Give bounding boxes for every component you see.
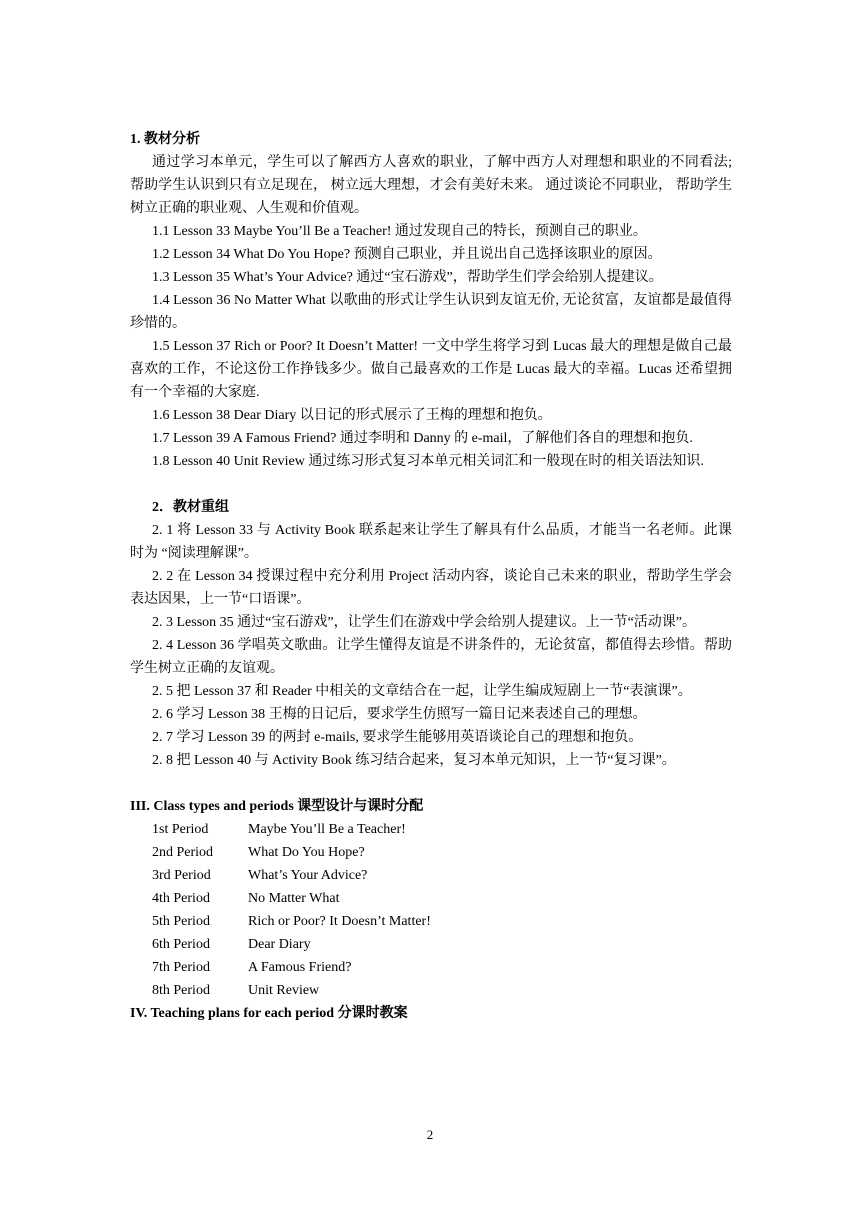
section2-item: 2. 3 Lesson 35 通过“宝石游戏”，让学生们在游戏中学会给别人提建议。上一节“活动课”。 — [152, 615, 697, 630]
period-title: Rich or Poor? It Doesn’t Matter! — [248, 914, 431, 929]
page-number: 2 — [426, 1127, 434, 1142]
section1-item: 1.3 Lesson 35 What’s Your Advice? 通过“宝石游戏”，帮助学生们学会给别人提建议。 — [152, 270, 663, 285]
section1-item: 1.5 Lesson 37 Rich or Poor? It Doesn’t Matter! 一文中学生将学习到 Lucas 最大的理想是做自己最喜欢的工作，不论这份工作挣钱多少。做自己最喜欢的工作是 Lucas 最大的幸福。Lucas 还希望拥有一个幸福的大家庭. — [130, 339, 732, 400]
period-row — [130, 933, 732, 956]
section2-item: 2. 5 把 Lesson 37 和 Reader 中相关的文章结合在一起，让学生编成短剧上一节“表演课”。 — [152, 684, 692, 699]
section4-heading: IV. Teaching plans for each period 分课时教案 — [130, 1006, 408, 1021]
period-row — [130, 910, 732, 933]
period-number: 4th Period — [152, 891, 210, 906]
section1-item: 1.8 Lesson 40 Unit Review 通过练习形式复习本单元相关词汇和一般现在时的相关语法知识. — [152, 454, 704, 469]
period-number: 8th Period — [152, 983, 210, 998]
period-row — [130, 979, 732, 1002]
period-title: Maybe You’ll Be a Teacher! — [248, 822, 406, 837]
period-number: 5th Period — [152, 914, 210, 929]
section2-item: 2. 1 将 Lesson 33 与 Activity Book 联系起来让学生了解具有什么品质，才能当一名老师。此课时为 “阅读理解课”。 — [130, 523, 732, 561]
period-number: 6th Period — [152, 937, 210, 952]
section1-item: 1.1 Lesson 33 Maybe You’ll Be a Teacher! 通过发现自己的特长，预测自己的职业。 — [152, 224, 647, 239]
section2-item: 2. 7 学习 Lesson 39 的两封 e-mails, 要求学生能够用英语谈论自己的理想和抱负。 — [152, 730, 643, 745]
section2-item: 2. 2 在 Lesson 34 授课过程中充分利用 Project 活动内容，谈论自己未来的职业，帮助学生学会表达因果，上一节“口语课”。 — [130, 569, 732, 607]
period-number: 2nd Period — [152, 845, 214, 860]
period-title: Dear Diary — [248, 937, 311, 952]
period-number: 7th Period — [152, 960, 210, 975]
period-title: No Matter What — [248, 891, 340, 906]
period-title: A Famous Friend? — [248, 960, 352, 975]
section1-item: 1.7 Lesson 39 A Famous Friend? 通过李明和 Danny 的 e-mail，了解他们各自的理想和抱负. — [152, 431, 693, 446]
period-row — [130, 887, 732, 910]
section2-item: 2. 6 学习 Lesson 38 王梅的日记后，要求学生仿照写一篇日记来表述自己的理想。 — [152, 707, 647, 722]
section1-intro: 通过学习本单元，学生可以了解西方人喜欢的职业，了解中西方人对理想和职业的不同看法; 帮助学生认识到只有立足现在， 树立远大理想，才会有美好未来。 通过谈论不同职业， 帮助学生树立正确的职业观、人生观和价值观。 — [130, 155, 732, 216]
section1-heading: 1. 教材分析 — [130, 132, 200, 147]
period-row — [130, 841, 732, 864]
section2-heading: 2．教材重组 — [152, 500, 229, 515]
section2-item: 2. 4 Lesson 36 学唱英文歌曲。让学生懂得友谊是不讲条件的，无论贫富，都值得去珍惜。帮助学生树立正确的友谊观。 — [130, 638, 732, 676]
period-number: 3rd Period — [152, 868, 211, 883]
section2-item: 2. 8 把 Lesson 40 与 Activity Book 练习结合起来，复习本单元知识，上一节“复习课”。 — [152, 753, 676, 768]
period-title: Unit Review — [248, 983, 320, 998]
period-row — [130, 956, 732, 979]
period-title: What Do You Hope? — [248, 845, 365, 860]
section3-heading: III. Class types and periods 课型设计与课时分配 — [130, 799, 424, 814]
section1-item: 1.4 Lesson 36 No Matter What 以歌曲的形式让学生认识到友谊无价, 无论贫富，友谊都是最值得珍惜的。 — [130, 293, 732, 331]
period-row — [130, 864, 732, 887]
period-title: What’s Your Advice? — [248, 868, 368, 883]
period-row — [130, 818, 732, 841]
page-content — [130, 128, 732, 1025]
period-number: 1st Period — [152, 822, 209, 837]
spacer — [130, 772, 732, 795]
spacer — [130, 473, 732, 496]
section1-item: 1.6 Lesson 38 Dear Diary 以日记的形式展示了王梅的理想和抱负。 — [152, 408, 552, 423]
section1-item: 1.2 Lesson 34 What Do You Hope? 预测自己职业，并且说出自己选择该职业的原因。 — [152, 247, 662, 262]
